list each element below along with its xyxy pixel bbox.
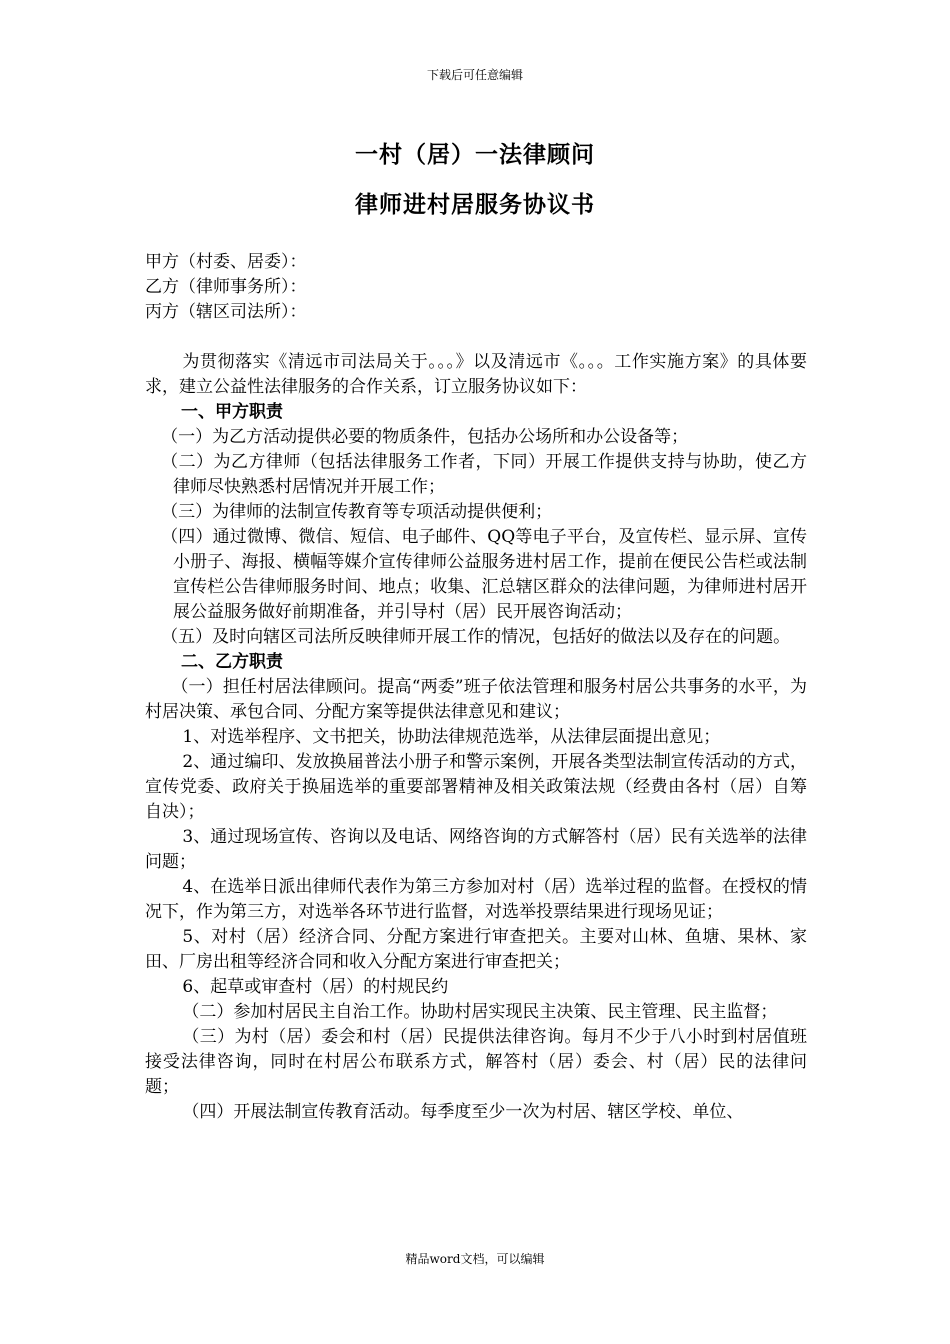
section2-item: （一）担任村居法律顾问。提高“两委”班子依法管理和服务村居公共事务的水平，为村居决策、承包合同、分配方案等提供法律意见和建议； xyxy=(145,677,807,722)
section2-subitem: 2、通过编印、发放换届普法小册子和警示案例，开展各类型法制宣传活动的方式，宣传党委、政府关于换届选举的重要部署精神及相关政策法规（经费由各村（居）自筹自决）； xyxy=(145,752,807,822)
section2-subitem: 3、通过现场宣传、咨询以及电话、网络咨询的方式解答村（居）民有关选举的法律问题； xyxy=(145,827,807,872)
section2-heading: 二、乙方职责 xyxy=(181,652,283,672)
section1-item: （四）通过微博、微信、短信、电子邮件、QQ等电子平台，及宣传栏、显示屏、宣传小册子、海报、横幅等媒介宣传律师公益服务进村居工作，提前在便民公告栏或法制宣传栏公告律师服务时间、地点；收集、汇总辖区群众的法律问题，为律师进村居开展公益服务做好前期准备，并引导村（居）民开展咨询活动； xyxy=(161,527,807,622)
intro-paragraph: 为贯彻落实《清远市司法局关于。。。》以及清远市《。。。工作实施方案》的具体要求，建立公益性法律服务的合作关系，订立服务协议如下： xyxy=(145,352,807,397)
footer-note: 精品word文档，可以编辑 xyxy=(405,1252,545,1266)
party-c: 丙方（辖区司法所）： xyxy=(145,302,307,322)
section2-subitem: 6、起草或审查村（居）的村规民约 xyxy=(182,977,449,997)
header-note: 下载后可任意编辑 xyxy=(426,68,523,82)
section2-subitem: 1、对选举程序、文书把关，协助法律规范选举，从法律层面提出意见； xyxy=(182,727,721,747)
section1-item: （三）为律师的法制宣传教育等专项活动提供便利； xyxy=(161,502,553,522)
party-a: 甲方（村委、居委）： xyxy=(145,252,307,272)
section2-item: （四）开展法制宣传教育活动。每季度至少一次为村居、辖区学校、单位、 xyxy=(182,1102,744,1122)
party-b: 乙方（律师事务所）： xyxy=(145,277,307,297)
section2-subitem: 4、在选举日派出律师代表作为第三方参加对村（居）选举过程的监督。在授权的情况下，作为第三方，对选举各环节进行监督，对选举投票结果进行现场见证； xyxy=(145,877,807,922)
section1-item: （五）及时向辖区司法所反映律师开展工作的情况，包括好的做法以及存在的问题。 xyxy=(161,627,791,647)
section2-item: （二）参加村居民主自治工作。协助村居实现民主决策、民主管理、民主监督； xyxy=(182,1002,778,1022)
document-title-line2: 律师进村居服务协议书 xyxy=(355,192,595,218)
section1-item: （一）为乙方活动提供必要的物质条件，包括办公场所和办公设备等； xyxy=(161,427,689,447)
section2-subitem: 5、对村（居）经济合同、分配方案进行审查把关。主要对山林、鱼塘、果林、家田、厂房出租等经济合同和收入分配方案进行审查把关； xyxy=(145,927,807,972)
section2-item: （三）为村（居）委会和村（居）民提供法律咨询。每月不少于八小时到村居值班接受法律咨询，同时在村居公布联系方式，解答村（居）委会、村（居）民的法律问题； xyxy=(145,1027,807,1097)
document-body xyxy=(145,250,807,1125)
section1-heading: 一、甲方职责 xyxy=(181,402,283,422)
section1-item: （二）为乙方律师（包括法律服务工作者，下同）开展工作提供支持与协助，使乙方律师尽快熟悉村居情况并开展工作； xyxy=(161,452,807,497)
document-title-line1: 一村（居）一法律顾问 xyxy=(355,142,595,168)
